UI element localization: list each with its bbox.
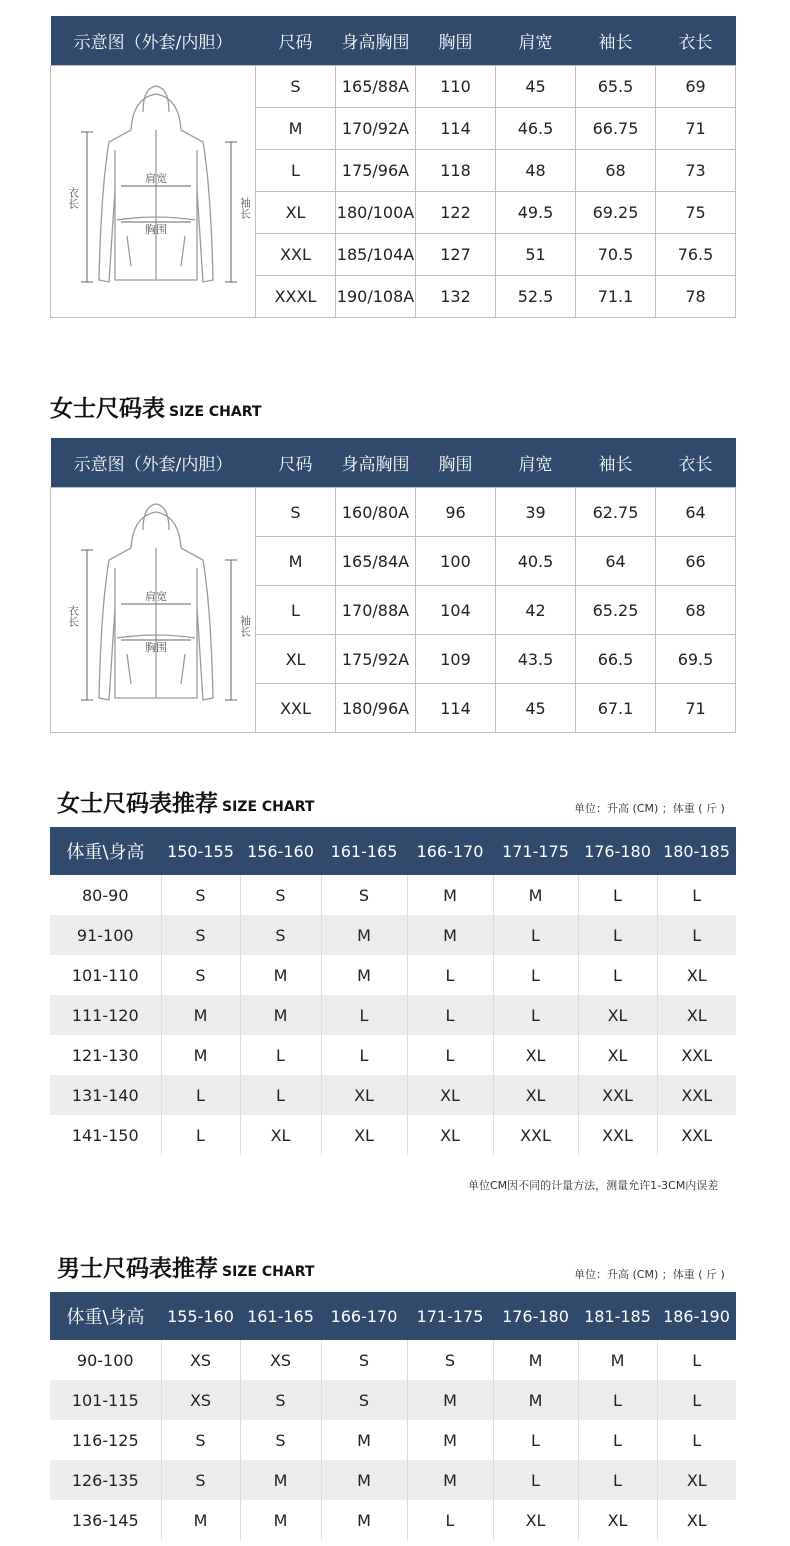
table-cell: L <box>578 1380 657 1420</box>
table-cell: M <box>240 955 321 995</box>
table-cell: 114 <box>416 108 496 150</box>
table-cell: M <box>493 875 578 915</box>
row-label-cell: XL <box>256 635 336 684</box>
chest-label: 胸围 <box>145 641 167 654</box>
table-cell: 175/96A <box>336 150 416 192</box>
table-cell: S <box>321 1380 407 1420</box>
women-spec-heading <box>50 390 261 423</box>
header-cell: 示意图（外套/内胆） <box>51 438 256 488</box>
header-cell: 身高胸围 <box>336 16 416 66</box>
table-row <box>50 1340 736 1380</box>
header-cell: 体重\身高 <box>50 827 161 875</box>
table-cell: XXL <box>578 1115 657 1155</box>
table-cell: L <box>578 1460 657 1500</box>
table-cell: L <box>657 915 736 955</box>
table-cell: 42 <box>496 586 576 635</box>
header-cell: 161-165 <box>321 827 407 875</box>
table-row <box>50 915 736 955</box>
length-label: 衣长 <box>66 605 80 627</box>
table-row <box>50 1380 736 1420</box>
table-cell: L <box>407 995 493 1035</box>
jacket-diagram <box>51 70 256 310</box>
table-cell: XS <box>161 1380 240 1420</box>
sleeve-label: 袖长 <box>238 196 252 219</box>
table-cell: L <box>692 1430 702 1450</box>
table-cell: 68 <box>576 150 656 192</box>
table-cell: M <box>240 1500 321 1540</box>
table-cell: XL <box>407 1075 493 1115</box>
table-cell: XS <box>161 1340 240 1380</box>
row-label-cell: M <box>256 537 336 586</box>
row-label-cell: 80-90 <box>50 875 161 915</box>
measure-lines <box>81 550 237 700</box>
table-row <box>50 1460 736 1500</box>
table-cell: M <box>321 915 407 955</box>
table-cell: L <box>321 1035 407 1075</box>
table-cell: 104 <box>416 586 496 635</box>
row-label-cell: L <box>256 150 336 192</box>
shoulder-label: 肩宽 <box>145 171 167 185</box>
table-cell: 75 <box>656 192 736 234</box>
chest-label: 胸围 <box>145 222 167 236</box>
table-cell: L <box>692 885 702 905</box>
table-cell: XL <box>578 1035 657 1075</box>
row-label-cell: S <box>256 66 336 108</box>
table-cell: XL <box>493 1500 578 1540</box>
table-cell: L <box>240 1035 321 1075</box>
diagram-cell <box>51 488 256 733</box>
table-cell: M <box>493 1380 578 1420</box>
table-cell: 40.5 <box>496 537 576 586</box>
table-cell: 127 <box>416 234 496 276</box>
table-cell: L <box>493 1420 578 1460</box>
row-label-cell: 90-100 <box>50 1340 161 1380</box>
men-rec-heading <box>57 1250 314 1283</box>
table-cell: XXL <box>493 1115 578 1155</box>
length-label: 衣长 <box>66 186 80 209</box>
table-cell: 39 <box>496 488 576 537</box>
men-rec-title-en: SIZE CHART <box>222 1264 315 1280</box>
table-cell: L <box>578 915 657 955</box>
table-cell: 165/84A <box>336 537 416 586</box>
women-spec-table <box>50 438 736 733</box>
table-cell: L <box>493 995 578 1035</box>
table-row <box>50 875 736 915</box>
row-label-cell: L <box>256 586 336 635</box>
table-row <box>50 1115 736 1155</box>
women-spec-body <box>51 488 736 733</box>
row-label-cell: 136-145 <box>50 1500 161 1540</box>
table-cell: 73 <box>656 150 736 192</box>
table-cell: L <box>578 875 657 915</box>
table-cell: M <box>240 995 321 1035</box>
table-row <box>50 955 736 995</box>
women-rec-unit: 单位：升高 (CM) ；体重 ( 斤 ) <box>574 802 725 815</box>
table-cell: L <box>321 995 407 1035</box>
header-cell: 示意图（外套/内胆） <box>51 16 256 66</box>
table-cell: XL <box>321 1075 407 1115</box>
table-cell: L <box>578 1420 657 1460</box>
table-cell: 71 <box>656 684 736 733</box>
table-cell: 78 <box>656 276 736 318</box>
table-cell: XL <box>240 1115 321 1155</box>
header-cell: 171-175 <box>493 827 578 875</box>
table-cell: XS <box>240 1340 321 1380</box>
table-cell: S <box>321 875 407 915</box>
men-rec-title: 男士尺码表推荐 <box>57 1256 218 1282</box>
row-label-cell: XXXL <box>256 276 336 318</box>
row-label-cell: M <box>256 108 336 150</box>
table-cell: XXL <box>681 1125 713 1145</box>
table-cell: M <box>407 1380 493 1420</box>
table-cell: 160/80A <box>336 488 416 537</box>
header-cell: 161-165 <box>240 1292 321 1340</box>
table-row <box>50 1035 736 1075</box>
table-row <box>50 995 736 1035</box>
table-cell: XXL <box>578 1075 657 1115</box>
table-cell: M <box>407 1460 493 1500</box>
table-cell: 109 <box>416 635 496 684</box>
header-cell: 150-155 <box>161 827 240 875</box>
header-cell: 尺码 <box>256 438 336 488</box>
header-cell: 袖长 <box>576 438 656 488</box>
header-cell: 袖长 <box>576 16 656 66</box>
women-rec-body <box>50 875 736 1155</box>
table-cell: 132 <box>416 276 496 318</box>
row-label-cell: 141-150 <box>50 1115 161 1155</box>
table-cell: 96 <box>416 488 496 537</box>
header-cell: 衣长 <box>656 16 736 66</box>
table-row <box>50 1420 736 1460</box>
table-cell: 118 <box>416 150 496 192</box>
table-cell: S <box>161 915 240 955</box>
table-cell: 43.5 <box>496 635 576 684</box>
jacket-diagram <box>51 488 256 728</box>
table-cell: XL <box>657 1460 736 1500</box>
women-rec-title-en: SIZE CHART <box>222 799 315 815</box>
table-cell: XL <box>657 995 736 1035</box>
table-cell: 71.1 <box>576 276 656 318</box>
table-cell: L <box>161 1075 240 1115</box>
table-cell: M <box>161 995 240 1035</box>
header-cell: 肩宽 <box>496 438 576 488</box>
table-cell: 76.5 <box>656 234 736 276</box>
table-cell: 69.25 <box>576 192 656 234</box>
table-row <box>50 1075 736 1115</box>
measurement-note: 单位CM因不同的计量方法，测量允许1-3CM内误差 <box>468 1179 719 1192</box>
header-cell: 身高胸围 <box>336 438 416 488</box>
header-cell: 156-160 <box>240 827 321 875</box>
table-cell: S <box>161 1460 240 1500</box>
row-label-cell: XXL <box>256 234 336 276</box>
table-cell: 68 <box>656 586 736 635</box>
table-cell: M <box>321 1500 407 1540</box>
table-cell: L <box>493 955 578 995</box>
table-cell: 45 <box>496 66 576 108</box>
table-cell: S <box>161 1420 240 1460</box>
sleeve-label: 袖长 <box>238 615 252 637</box>
row-label-cell: 126-135 <box>50 1460 161 1500</box>
table-cell: 46.5 <box>496 108 576 150</box>
table-cell: 70.5 <box>576 234 656 276</box>
table-cell: XXL <box>657 1075 736 1115</box>
table-row <box>50 1500 736 1540</box>
table-cell: S <box>161 875 240 915</box>
table-cell: 180/100A <box>336 192 416 234</box>
men-spec-table <box>50 16 736 318</box>
table-cell: 190/108A <box>336 276 416 318</box>
row-label-cell: 101-115 <box>50 1380 161 1420</box>
header-cell: 155-160 <box>161 1292 240 1340</box>
header-cell: 衣长 <box>656 438 736 488</box>
measure-lines <box>81 132 237 282</box>
table-cell: 62.75 <box>576 488 656 537</box>
table-cell: 66 <box>656 537 736 586</box>
table-cell: L <box>240 1075 321 1115</box>
table-cell: 45 <box>496 684 576 733</box>
women-rec-title: 女士尺码表推荐 <box>57 791 218 817</box>
women-rec-heading <box>57 785 314 818</box>
men-spec-header-row <box>51 16 736 66</box>
table-cell: 65.5 <box>576 66 656 108</box>
header-cell: 尺码 <box>256 16 336 66</box>
table-cell: L <box>657 1380 736 1420</box>
table-cell: 64 <box>576 537 656 586</box>
table-cell: M <box>321 1420 407 1460</box>
row-label-cell: 131-140 <box>50 1075 161 1115</box>
table-cell: S <box>407 1340 493 1380</box>
table-cell: 175/92A <box>336 635 416 684</box>
row-label-cell: XL <box>256 192 336 234</box>
table-cell: M <box>240 1460 321 1500</box>
header-cell: 171-175 <box>407 1292 493 1340</box>
women-rec-table <box>50 827 736 1155</box>
table-cell: 69 <box>656 66 736 108</box>
table-cell: 65.25 <box>576 586 656 635</box>
table-cell: M <box>161 1035 240 1075</box>
header-cell: 肩宽 <box>496 16 576 66</box>
table-cell: 64 <box>656 488 736 537</box>
table-cell: 71 <box>656 108 736 150</box>
table-cell: XL <box>493 1075 578 1115</box>
table-cell: 110 <box>416 66 496 108</box>
women-spec-header-row <box>51 438 736 488</box>
table-cell: 165/88A <box>336 66 416 108</box>
table-cell: L <box>407 1035 493 1075</box>
header-cell: 胸围 <box>416 16 496 66</box>
women-rec-header-row <box>50 827 736 875</box>
header-cell: 181-185 <box>578 1292 657 1340</box>
women-spec-title: 女士尺码表 <box>50 396 165 422</box>
men-rec-body <box>50 1340 736 1540</box>
table-cell: M <box>161 1500 240 1540</box>
table-cell: XL <box>493 1035 578 1075</box>
header-cell: 176-180 <box>578 827 657 875</box>
shoulder-label: 肩宽 <box>145 590 167 603</box>
header-cell: 体重\身高 <box>50 1292 161 1340</box>
table-cell: L <box>493 1460 578 1500</box>
table-cell: S <box>161 955 240 995</box>
table-cell: 48 <box>496 150 576 192</box>
women-spec-title-en: SIZE CHART <box>169 404 262 420</box>
men-rec-header-row <box>50 1292 736 1340</box>
table-cell: S <box>240 875 321 915</box>
table-cell: M <box>407 1420 493 1460</box>
header-cell: 胸围 <box>416 438 496 488</box>
table-cell: 100 <box>416 537 496 586</box>
table-cell: XL <box>686 1510 707 1530</box>
table-cell: 51 <box>496 234 576 276</box>
table-cell: M <box>407 915 493 955</box>
table-cell: 170/92A <box>336 108 416 150</box>
table-row <box>51 488 736 537</box>
row-label-cell: 116-125 <box>50 1420 161 1460</box>
table-cell: 170/88A <box>336 586 416 635</box>
table-cell: 49.5 <box>496 192 576 234</box>
table-cell: S <box>240 1380 321 1420</box>
table-cell: M <box>578 1340 657 1380</box>
table-cell: XL <box>578 995 657 1035</box>
row-label-cell: 91-100 <box>50 915 161 955</box>
table-cell: L <box>407 1500 493 1540</box>
table-cell: S <box>240 1420 321 1460</box>
table-cell: M <box>407 875 493 915</box>
table-cell: XXL <box>681 1045 713 1065</box>
table-cell: 114 <box>416 684 496 733</box>
row-label-cell: 121-130 <box>50 1035 161 1075</box>
table-cell: M <box>321 1460 407 1500</box>
table-cell: L <box>692 1350 702 1370</box>
row-label-cell: XXL <box>256 684 336 733</box>
header-cell: 176-180 <box>493 1292 578 1340</box>
table-row <box>51 66 736 108</box>
table-cell: 122 <box>416 192 496 234</box>
table-cell: L <box>493 915 578 955</box>
table-cell: 52.5 <box>496 276 576 318</box>
table-cell: 66.5 <box>576 635 656 684</box>
table-cell: XL <box>321 1115 407 1155</box>
table-cell: 66.75 <box>576 108 656 150</box>
table-cell: L <box>407 955 493 995</box>
table-cell: XL <box>578 1500 657 1540</box>
row-label-cell: 111-120 <box>50 995 161 1035</box>
table-cell: M <box>321 955 407 995</box>
table-cell: 69.5 <box>656 635 736 684</box>
men-rec-unit: 单位：升高 (CM) ；体重 ( 斤 ) <box>574 1268 725 1281</box>
table-cell: 180/96A <box>336 684 416 733</box>
table-cell: L <box>161 1115 240 1155</box>
table-cell: 67.1 <box>576 684 656 733</box>
header-cell: 186-190 <box>657 1292 736 1340</box>
men-spec-body <box>51 66 736 318</box>
header-cell: 180-185 <box>657 827 736 875</box>
table-cell: M <box>493 1340 578 1380</box>
table-cell: S <box>240 915 321 955</box>
row-label-cell: S <box>256 488 336 537</box>
row-label-cell: 101-110 <box>50 955 161 995</box>
table-cell: 185/104A <box>336 234 416 276</box>
header-cell: 166-170 <box>321 1292 407 1340</box>
header-cell: 166-170 <box>407 827 493 875</box>
diagram-cell <box>51 66 256 318</box>
table-cell: XL <box>686 965 707 985</box>
men-rec-table <box>50 1292 736 1540</box>
table-cell: XL <box>407 1115 493 1155</box>
table-cell: L <box>578 955 657 995</box>
table-cell: S <box>321 1340 407 1380</box>
